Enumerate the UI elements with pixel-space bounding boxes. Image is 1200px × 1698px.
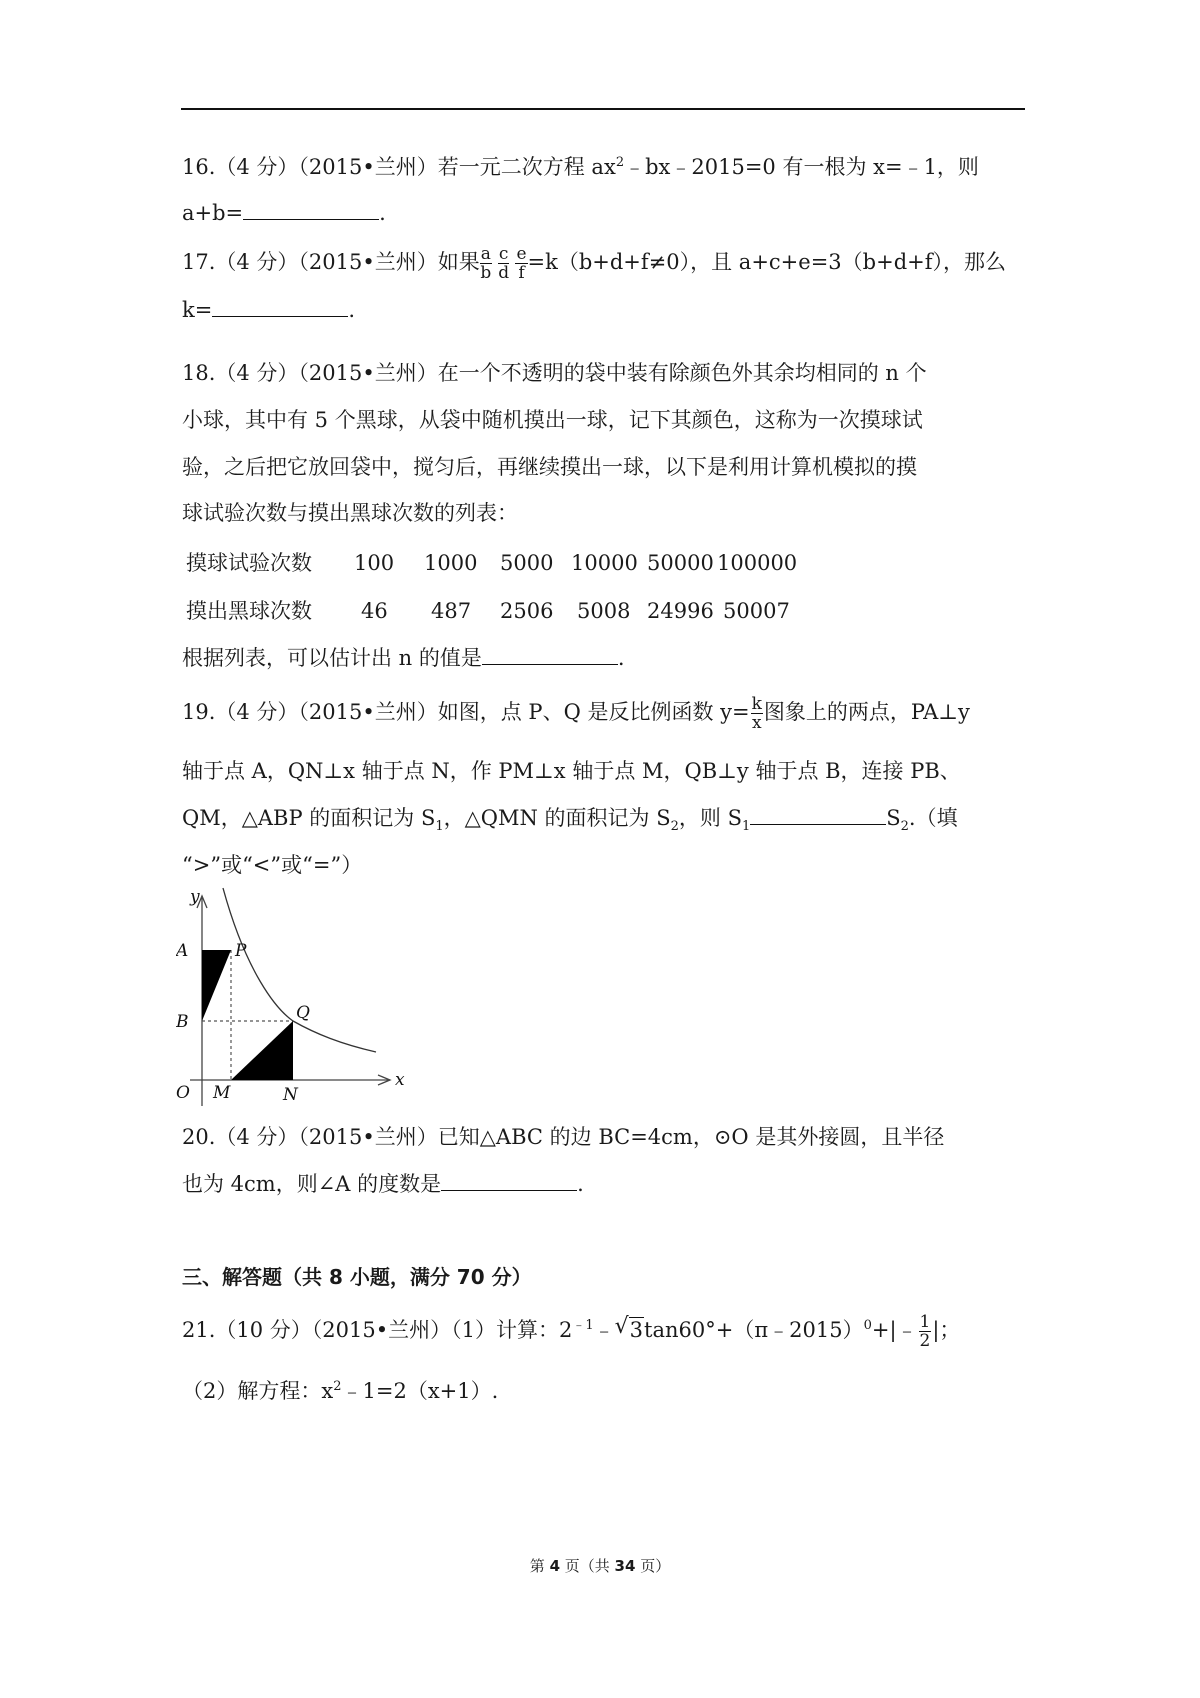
q19-line2: 轴于点 A，QN⊥x 轴于点 N，作 PM⊥x 轴于点 M，QB⊥y 轴于点 B，连接 PB、 bbox=[182, 759, 961, 783]
q21-line1 bbox=[182, 1313, 960, 1350]
q18-line3: 验，之后把它放回袋中，搅匀后，再继续摸出一球，以下是利用计算机模拟的摸 bbox=[182, 455, 917, 479]
label-n: N bbox=[283, 1085, 298, 1105]
table-cell: 5000 bbox=[500, 551, 554, 575]
frac-numerator: k bbox=[751, 694, 762, 714]
frac-denominator: 2 bbox=[919, 1331, 931, 1351]
q19-line3 bbox=[182, 803, 958, 833]
q19-line1 bbox=[182, 695, 970, 732]
q16-text-b: ﹣bx﹣2015=0 有一根为 x=﹣1，则 bbox=[624, 155, 979, 179]
q21-text-b: ﹣ bbox=[593, 1318, 615, 1342]
subscript: 2 bbox=[670, 819, 679, 835]
q18-period: . bbox=[617, 646, 625, 670]
q18-line4: 球试验次数与摸出黑球次数的列表： bbox=[182, 501, 518, 525]
q21-text-d: +|﹣ bbox=[871, 1318, 918, 1342]
label-m: M bbox=[213, 1083, 231, 1103]
table-cell: 摸球试验次数 bbox=[186, 551, 312, 575]
frac-denominator: x bbox=[751, 713, 762, 733]
page-footer bbox=[0, 1555, 1200, 1576]
superscript: ﹣1 bbox=[572, 1318, 594, 1333]
q17-fraction-chain bbox=[480, 245, 528, 282]
frac-denominator: b bbox=[480, 263, 492, 283]
subscript: 1 bbox=[435, 819, 444, 835]
table-cell: 50000 bbox=[647, 551, 714, 575]
q18-answer-blank[interactable] bbox=[482, 644, 618, 665]
subscript: 2 bbox=[900, 819, 909, 835]
q19-text-b: 图象上的两点，PA⊥y bbox=[763, 700, 970, 724]
footer-text: 第 bbox=[529, 1557, 550, 1575]
q17-text-a: 17.（4 分）（2015•兰州）如果 bbox=[182, 250, 480, 274]
q18-line2: 小球，其中有 5 个黑球，从袋中随机摸出一球，记下其颜色，这称为一次摸球试 bbox=[182, 408, 923, 432]
triangle-qmn bbox=[231, 1021, 293, 1080]
q20-line2 bbox=[182, 1169, 584, 1199]
q17-answer-blank[interactable] bbox=[212, 296, 348, 317]
superscript: 2 bbox=[333, 1379, 342, 1394]
table-cell: 100 bbox=[354, 551, 395, 575]
frac-numerator: c bbox=[498, 244, 509, 264]
frac-denominator: d bbox=[498, 263, 510, 283]
table-cell: 50007 bbox=[723, 599, 790, 623]
q21-text-f: （2）解方程：x bbox=[182, 1379, 334, 1403]
frac-numerator: a bbox=[480, 244, 491, 264]
label-a: A bbox=[176, 941, 189, 961]
q17-line1 bbox=[182, 245, 1006, 282]
hyperbola-curve bbox=[223, 888, 376, 1052]
q17-line2 bbox=[182, 295, 355, 325]
q16-period: . bbox=[379, 201, 386, 225]
table-cell: 100000 bbox=[717, 551, 798, 575]
page-number: 4 bbox=[549, 1557, 560, 1575]
table-cell: 487 bbox=[431, 599, 472, 623]
q19-text-b: ，△QMN 的面积记为 S bbox=[443, 806, 671, 830]
q16-exponent: 2 bbox=[615, 155, 625, 170]
q21-text-e: |； bbox=[932, 1318, 961, 1342]
q17-period: . bbox=[348, 298, 356, 322]
q19-text-d: S bbox=[886, 806, 901, 830]
table-cell: 摸出黑球次数 bbox=[186, 599, 312, 623]
q21-fraction-half bbox=[919, 1313, 932, 1350]
q17-frac-e-f bbox=[515, 245, 527, 282]
q19-answer-blank[interactable] bbox=[750, 804, 886, 825]
q17-answer-label: k= bbox=[182, 298, 213, 322]
q19-fraction-k-x bbox=[751, 695, 763, 732]
label-p: P bbox=[235, 941, 247, 961]
frac-numerator: 1 bbox=[919, 1312, 931, 1332]
subscript: 1 bbox=[741, 819, 751, 835]
footer-text: 页（共 bbox=[560, 1557, 615, 1575]
q19-text-e: .（填 bbox=[908, 806, 958, 830]
q16-answer-label: a+b= bbox=[182, 201, 244, 225]
q16-text-a: 16.（4 分）（2015•兰州）若一元二次方程 ax bbox=[182, 155, 616, 179]
superscript: 0 bbox=[863, 1318, 872, 1333]
q19-line4: “>”或“<”或“=”） bbox=[182, 853, 363, 877]
table-cell: 5008 bbox=[577, 599, 631, 623]
radical-icon: √ bbox=[614, 1314, 629, 1339]
q16-line1 bbox=[182, 152, 979, 182]
q21-text-c: tan60°+（π﹣2015） bbox=[644, 1318, 864, 1342]
frac-denominator: f bbox=[518, 263, 525, 283]
q18-line1: 18.（4 分）（2015•兰州）在一个不透明的袋中装有除颜色外其余均相同的 n 个 bbox=[182, 361, 927, 385]
q16-line2 bbox=[182, 198, 386, 228]
q19-text-a: 19.（4 分）（2015•兰州）如图，点 P、Q 是反比例函数 y= bbox=[182, 700, 750, 724]
q18-answer-label: 根据列表，可以估计出 n 的值是 bbox=[182, 646, 482, 670]
label-q: Q bbox=[296, 1003, 310, 1023]
frac-numerator: e bbox=[516, 244, 527, 264]
q20-line1: 20.（4 分）（2015•兰州）已知△ABC 的边 BC=4cm，⊙O 是其外接圆，且半径 bbox=[182, 1125, 945, 1149]
q21-text-g: ﹣1=2（x+1）. bbox=[341, 1379, 499, 1403]
header-rule bbox=[181, 108, 1025, 110]
table-cell: 24996 bbox=[647, 599, 714, 623]
q16-answer-blank[interactable] bbox=[243, 199, 379, 220]
footer-text: 页） bbox=[635, 1557, 671, 1575]
sqrt-argument: 3 bbox=[629, 1318, 644, 1342]
q20-answer-blank[interactable] bbox=[441, 1170, 577, 1191]
section-heading: 三、解答题（共 8 小题，满分 70 分） bbox=[182, 1265, 532, 1289]
q17-frac-a-b bbox=[480, 245, 492, 282]
page-total: 34 bbox=[614, 1557, 636, 1575]
triangle-abp bbox=[202, 950, 231, 1021]
label-x: x bbox=[395, 1070, 405, 1090]
table-cell: 10000 bbox=[571, 551, 638, 575]
q17-text-b: =k（b+d+f≠0），且 a+c+e=3（b+d+f），那么 bbox=[527, 250, 1007, 274]
q21-line2 bbox=[182, 1376, 498, 1406]
q19-text-c: ，则 S bbox=[678, 806, 742, 830]
label-y: y bbox=[190, 887, 200, 907]
q20-answer-label: 也为 4cm，则∠A 的度数是 bbox=[182, 1172, 442, 1196]
label-b: B bbox=[176, 1012, 189, 1032]
q21-text-a: 21.（10 分）（2015•兰州）（1）计算：2 bbox=[182, 1318, 573, 1342]
table-cell: 46 bbox=[361, 599, 388, 623]
table-cell: 1000 bbox=[424, 551, 478, 575]
label-o: O bbox=[176, 1083, 190, 1103]
table-cell: 2506 bbox=[500, 599, 554, 623]
q18-answer-line bbox=[182, 643, 625, 673]
sqrt-3 bbox=[615, 1315, 644, 1345]
q19-text-a: QM，△ABP 的面积记为 S bbox=[182, 806, 436, 830]
q17-frac-c-d bbox=[498, 245, 510, 282]
q19-figure bbox=[176, 884, 416, 1112]
q20-period: . bbox=[577, 1172, 584, 1196]
